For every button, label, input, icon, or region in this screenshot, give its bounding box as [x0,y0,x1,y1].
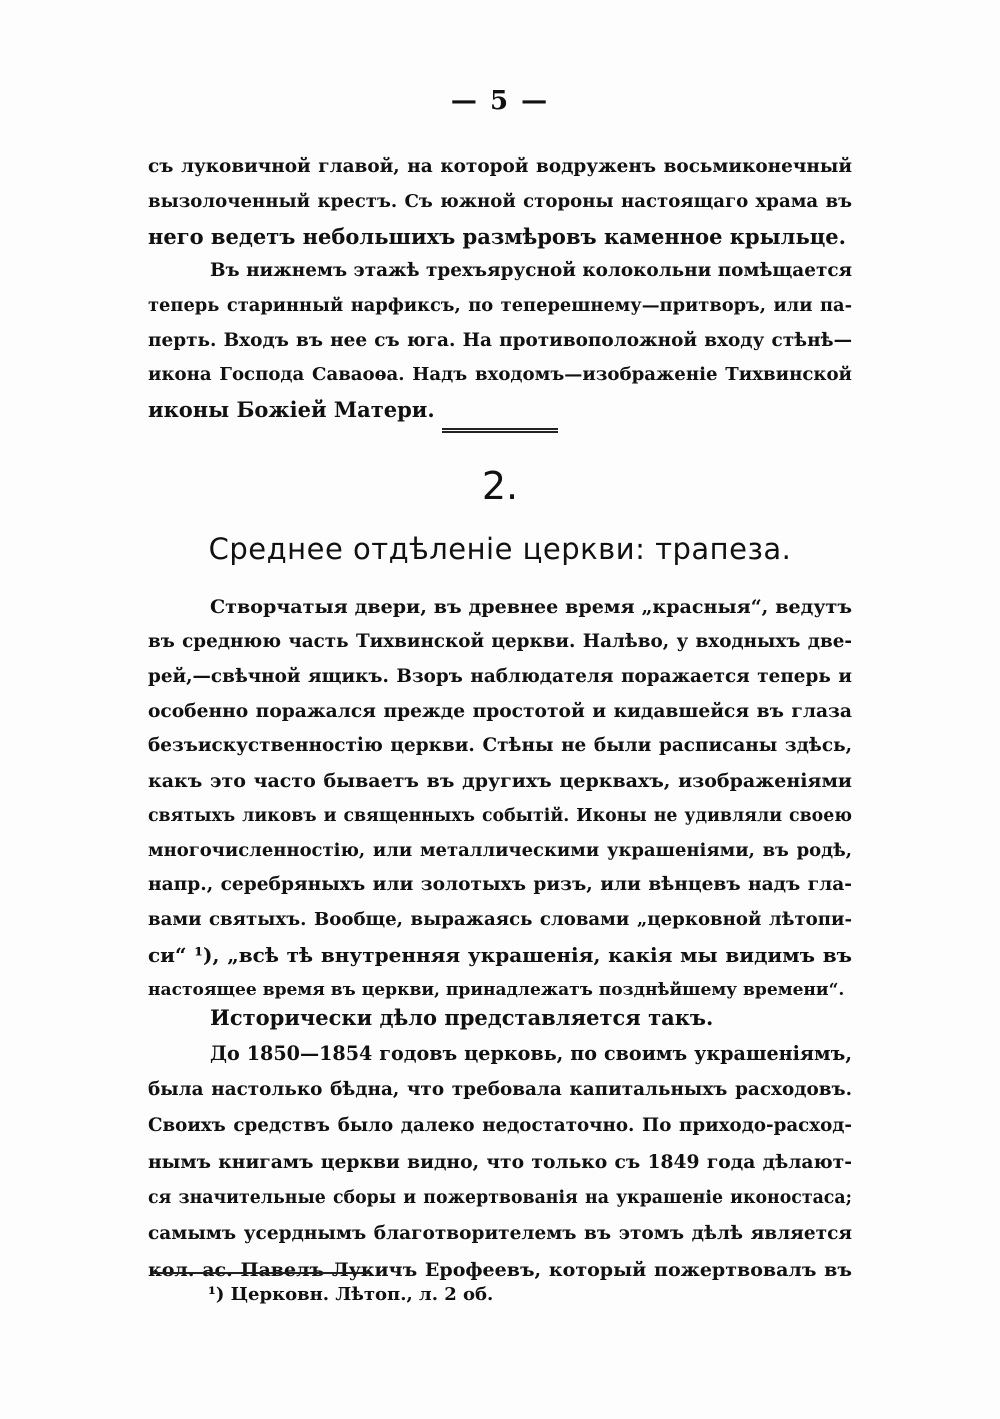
text-line: многочисленностію, или металлическими украшеніями, въ родѣ, [148,839,852,861]
section-number: 2. [481,464,519,508]
text-line: си“ ¹), „всѣ тѣ внутренняя украшенія, какія мы видимъ въ [148,942,852,967]
text-line: была настолько бѣдна, что требовала капитальныхъ расходовъ. [148,1079,852,1100]
text-line: рей,—свѣчной ящикъ. Взоръ наблюдателя поражается теперь и [148,665,852,687]
text-line: иконы Божіей Матери. [148,397,435,423]
text-line: перть. Входъ въ нее съ юга. На противоположной входу стѣнѣ— [148,329,852,351]
text-line: До 1850—1854 годовъ церковь, по своимъ украшеніямъ, [210,1042,852,1065]
text-line: святыхъ ликовъ и священныхъ событій. Иконы не удивляли своею [148,805,852,826]
text-line: него ведетъ небольшихъ размѣровъ каменное крыльце. [148,223,846,249]
text-line: ся значительные сборы и пожертвованія на украшеніе иконостаса; [148,1188,852,1208]
text-line: настоящее время въ церкви, принадлежатъ позднѣйшему времени“. [148,979,845,1000]
section-divider [442,428,558,433]
text-line: вызолоченный крестъ. Съ южной стороны настоящаго храма въ [148,190,852,212]
section-title: Среднее отдѣленіе церкви: трапеза. [208,532,792,566]
page-number: — 5 — [450,86,550,116]
text-line: самымъ усерднымъ благотворителемъ въ этомъ дѣлѣ является [148,1223,852,1244]
text-line: Своихъ средствъ было далеко недостаточно. По приходо-расход- [148,1115,852,1136]
text-line: икона Господа Саваоѳа. Надъ входомъ—изображеніе Тихвинской [148,364,852,386]
text-line: кол. ас. Павелъ Лукичъ Ерофеевъ, который пожертвовалъ въ [148,1259,852,1281]
paragraph-continuation [148,150,852,254]
section-body [148,590,852,1008]
text-line: Створчатыя двери, въ древнее время „красныя“, ведутъ [210,596,852,618]
text-line: особенно поражался прежде простотой и кидавшейся въ глаза [148,700,852,723]
text-line: нымъ книгамъ церкви видно, что только съ 1849 года дѣлают- [148,1151,852,1173]
text-line: вами святыхъ. Вообще, выражаясь словами „церковной лѣтопи- [148,909,852,931]
footnote-separator [152,1272,370,1274]
footnote: ¹) Церковн. Лѣтоп., л. 2 об. [208,1284,494,1305]
text-line: Исторически дѣло представляется такъ. [210,1005,714,1030]
history-paragraphs [148,1000,852,1288]
text-line: напр., серебряныхъ или золотыхъ ризъ, или вѣнцевъ надъ гла- [148,874,852,896]
text-line: безъискуственностію церкви. Стѣны не были расписаны здѣсь, [148,735,852,757]
text-line: въ среднюю часть Тихвинской церкви. Налѣво, у входныхъ две- [148,630,852,652]
text-line: Въ нижнемъ этажѣ трехъярусной колокольни помѣщается [210,260,853,281]
text-line: теперь старинный нарфиксъ, по теперешнему—притворъ, или па- [148,294,852,316]
text-line: съ луковичной главой, на которой водруженъ восьмиконечный [148,156,852,177]
paragraph-belfry [148,254,852,428]
text-line: какъ это часто бываетъ въ другихъ церквахъ, изображеніями [148,769,852,792]
